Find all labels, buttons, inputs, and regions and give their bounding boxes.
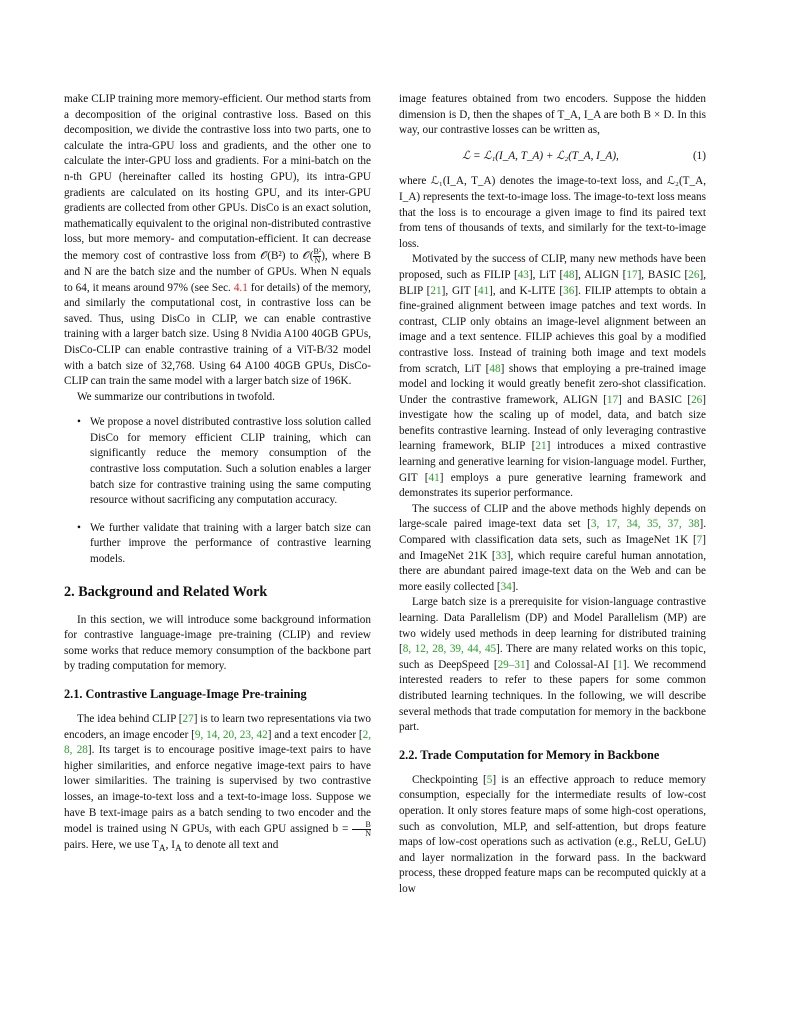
right-column (399, 92, 706, 898)
summary-line: We summarize our contributions in twofold. (77, 390, 275, 403)
citation-link[interactable]: 3, 17, 34, 35, 37, 38 (590, 518, 700, 531)
citation-link[interactable]: 21 (430, 284, 442, 297)
citation-link[interactable]: 17 (606, 393, 619, 406)
section-2-paragraph: In this section, we will introduce some background information for contrastive language-image pre-training (CLIP) and review some works that reduce memory consumption of the backbone part by trading computation for memory. (64, 613, 371, 673)
citation-link[interactable]: 8, 12, 28, 39, 44, 45 (402, 643, 497, 656)
citation-link[interactable]: 43 (517, 268, 529, 281)
citation-link[interactable]: 41 (477, 284, 490, 297)
section-2-2-heading: 2.2. Trade Computation for Memory in Backbone (399, 747, 660, 762)
left-column (64, 92, 371, 858)
citation-link[interactable]: 26 (688, 268, 700, 281)
citation-link[interactable]: 21 (535, 440, 547, 453)
citation-link[interactable]: 34 (500, 580, 512, 593)
contributions-list (64, 415, 371, 567)
equation-number: (1) (692, 149, 706, 162)
section-2-heading: 2. Background and Related Work (64, 583, 268, 600)
citation-link[interactable]: 29–31 (497, 658, 526, 671)
features-paragraph: image features obtained from two encoders. Suppose the hidden dimension is D, then the shapes of T_A, I_A are both B × D. In this way, our contrastive losses can be written as, (399, 93, 706, 137)
section-2-1-heading: 2.1. Contrastive Language-Image Pre-training (64, 687, 307, 701)
batch-size-paragraph: Large batch size is a prerequisite for vision-language contrastive learning. Data Parallelism (DP) and Model Parallelism (MP) are two widely used methods in deep learning for distributed training [8, 12, 28, 39, 44, 45]. There are many related works on this topic, such as DeepSpeed [29–31] and Colossal-AI [1]. We recommend interested readers to refer to these papers for some common distributed learning techniques. In the following, we will describe several methods that trade computation for memory in the backbone part. (399, 596, 707, 734)
section-ref-link[interactable]: 4.1 (233, 281, 248, 294)
citation-link[interactable]: 5 (486, 773, 493, 786)
related-methods-paragraph: Motivated by the success of CLIP, many new methods have been proposed, such as FILIP [43], LiT [48], ALIGN [17], BASIC [26], BLIP [21], GIT [41], and K-LITE [36]. FILIP attempts to obtain a fine-grained alignment between image patches and text words. In contrast, CLIP only obtains an image-level alignment between an image and a text sentence. FILIP achieves this goal by a modified contrastive loss. Instead of training both image and text models from scratch, LiT [48] shows that employing a pre-trained image model and locking it would greatly benefit zero-shot classification. Under the contrastive framework, ALIGN [17] and BASIC [26] investigate how the scaling up of model, data, and batch size benefits contrastive learning. Instead of only leveraging contrastive learning framework, BLIP [21] introduces a mixed contrastive learning and generative learning for vision-language model. Further, GIT [41] employs a pure generative learning framework and demonstrates its superior performance. (399, 253, 706, 500)
citation-link[interactable]: 9, 14, 20, 23, 42 (194, 728, 268, 741)
citation-link[interactable]: 41 (428, 471, 440, 484)
checkpointing-paragraph: Checkpointing [5] is an effective approach to reduce memory consumption, especially for the intermediate results of low-cost operation. It only stores feature maps of some high-cost operations, such as convolution, MLP, and self-attention, but drops feature maps of low-cost operations such as activation (e.g., ReLU, GeLU) and layer normalization in the forward pass. In the backward process, these dropped feature maps can be recomputed quickly at a low (399, 773, 706, 895)
citation-link[interactable]: 27 (182, 713, 194, 725)
loss-definition-paragraph: where ℒ₁(I_A, T_A) denotes the image-to-text loss, and ℒ₂(T_A, I_A) represents the text-to-image loss. The image-to-text loss means that the loss is to encourage a given image to find its paired text from tens of thousands of texts, and similarly for the text-to-image loss. (399, 175, 706, 250)
dataset-paragraph: The success of CLIP and the above methods highly depends on large-scale paired image-text data set [3, 17, 34, 35, 37, 38]. Compared with classification data sets, such as ImageNet 1K [7] and ImageNet 21K [33], which require careful human annotation, there are abundant paired image-text data on the Web and can be more easily collected [34]. (399, 502, 707, 593)
citation-link[interactable]: 7 (696, 534, 703, 547)
equation-1 (399, 149, 706, 165)
citation-link[interactable]: 17 (626, 268, 638, 281)
section-2-1-paragraph: The idea behind CLIP [27] is to learn two representations via two encoders, an image encoder [9, 14, 20, 23, 42] and a text encoder [2, 8, 28]. Its target is to encourage positive image-text pairs to have higher similarities, and enforce negative image-text pairs to have lower similarities. The training is supervised by two contrastive losses, an image-to-text loss and a text-to-image loss. Suppose we have B text-image pairs as a batch sending to two encoder and the model is trained using N GPUs, with each GPU assigned b = $\frac{B}{N}$ pairs. Here, we use $T_A$, $I_A$ to denote all text and (64, 713, 372, 855)
citation-link[interactable]: 2, 8, 28 (64, 728, 372, 757)
contribution-item: • We further validate that training with a larger batch size can further improve the performance of contrastive learning models. (90, 521, 371, 568)
contribution-item: • We propose a novel distributed contrastive loss solution called DisCo for memory efficient CLIP training, which can significantly reduce the memory consumption of the contrastive loss computation. Such a solution enables a larger batch size for contrastive training using the same computing resource without sacrificing any computation accuracy. (90, 415, 371, 509)
citation-link[interactable]: 48 (563, 268, 575, 281)
fraction-b2-n: $\frac{\text{B²}}{N}$ (313, 246, 322, 265)
citation-link[interactable]: 26 (691, 393, 703, 406)
intro-paragraph: make CLIP training more memory-efficient. Our method starts from a decomposition of the original contrastive loss. Based on this decomposition, we divide the contrastive loss into two parts, one to calculate the intra-GPU loss and gradients, and the other one to calculate the inter-GPU loss and gradients. For a mini-batch on the n-th GPU (hereinafter called its hosting GPU), its intra-GPU gradients are calculated on its hosting GPU, and its inter-GPU gradients are collected from other GPUs. DisCo is an exact solution, mathematically equivalent to the original non-distributed contrastive loss, but more memory- and computation-efficient. It can decrease the memory cost of contrastive loss from 𝒪(B²) to 𝒪( $\frac{\text{B²}}{N}$ ), where B and N are the batch size and the number of GPUs. When N equals to 64, it means around 97% (see Sec. 4.1 for details) of the memory, and similarly the computational cost, in contrastive loss can be saved. Thus, using DisCo in CLIP, we can enable contrastive training with a larger batch size. Using 8 Nvidia A100 40GB GPUs, DisCo-CLIP can enable contrastive training of a ViT-B/32 model with a batch size of 32,768. Using 64 A100 40GB GPUs, DisCo-CLIP can train the same model with a larger batch size of 196K. (64, 93, 371, 388)
equation-body: ℒ = ℒ₁(I_A, T_A) + ℒ₂(T_A, I_A), (462, 149, 619, 162)
citation-link[interactable]: 1 (617, 658, 623, 671)
citation-link[interactable]: 48 (489, 362, 501, 375)
citation-link[interactable]: 33 (495, 549, 507, 562)
fraction-b-n: $\frac{B}{N}$ (352, 821, 371, 838)
citation-link[interactable]: 36 (563, 284, 575, 297)
